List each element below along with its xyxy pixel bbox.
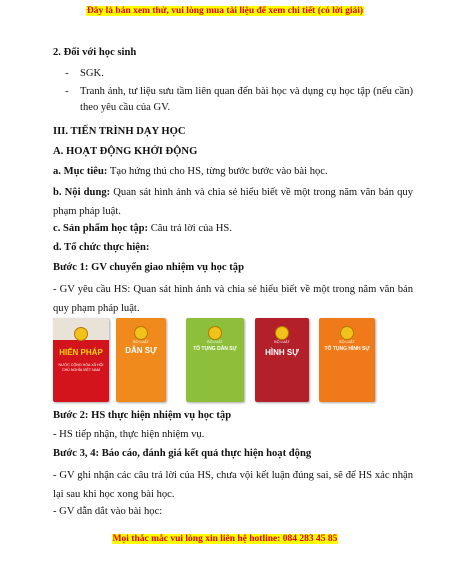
- goal-line: [53, 165, 413, 178]
- content-text: Quan sát hình ảnh và chia sẻ hiểu biết về một trong năm văn bản quy phạm pháp luật.: [53, 187, 414, 217]
- book-subtitle: BỘ LUẬT: [339, 340, 355, 344]
- product-label: c. Sản phẩm học tập:: [53, 223, 149, 234]
- book-title: DÂN SỰ: [125, 346, 157, 355]
- book-title: TỐ TỤNG HÌNH SỰ: [324, 346, 370, 352]
- emblem-icon: [134, 326, 148, 340]
- section-students-heading: 2. Đối với học sinh: [53, 47, 137, 58]
- book-hinh-su: [255, 318, 309, 402]
- emblem-icon: [275, 326, 289, 340]
- goal-label: a. Mục tiêu:: [53, 166, 108, 177]
- students-item-1: SGK.: [80, 68, 104, 79]
- book-subtitle: BỘ LUẬT: [274, 340, 290, 344]
- product-line: [53, 222, 413, 235]
- banner-top: Đây là bản xem thử, vui lòng mua tài liệu để xem chi tiết (có lời giải): [86, 6, 364, 16]
- students-item-2: Tranh ảnh, tư liệu sưu tầm liên quan đến bài học và dụng cụ học tập (nếu cần) theo yêu cầu của GV.: [80, 86, 413, 113]
- book-hien-phap: [53, 318, 109, 402]
- emblem-icon: [340, 326, 354, 340]
- book-title: HIẾN PHÁP: [59, 348, 103, 357]
- emblem-icon: [208, 326, 222, 340]
- book-subtitle: BỘ LUẬT: [207, 340, 223, 344]
- step34-text: - GV ghi nhận các câu trả lời của HS, chưa vội kết luận đúng sai, sẽ để HS xác nhận lại sau khi học xong bài học.: [53, 470, 413, 500]
- step2-heading: Bước 2: HS thực hiện nhiệm vụ học tập: [53, 410, 232, 421]
- book-subtitle: NƯỚC CỘNG HÒA XÃ HỘI CHỦ NGHĨA VIỆT NAM: [58, 363, 104, 372]
- content-label: b. Nội dung:: [53, 187, 111, 198]
- bullet-dash: -: [65, 68, 69, 79]
- book-title: TỐ TỤNG DÂN SỰ: [193, 346, 237, 352]
- book-to-tung-hinh-su: [319, 318, 375, 402]
- section-process-heading: III. TIẾN TRÌNH DẠY HỌC: [53, 126, 186, 137]
- bullet-dash: -: [65, 86, 69, 97]
- step1-text: - GV yêu cầu HS: Quan sát hình ảnh và chia sẻ hiểu biết về một trong năm văn bản quy phạm pháp luật.: [53, 284, 413, 314]
- banner-bottom: Mọi thắc mắc vui lòng xin liên hệ hotline: 084 283 45 85: [112, 534, 338, 544]
- product-text: Câu trả lời của HS.: [148, 223, 232, 234]
- step1-heading: Bước 1: GV chuyển giao nhiệm vụ học tập: [53, 262, 244, 273]
- book-title: HÌNH SỰ: [265, 348, 299, 357]
- book-dan-su: [116, 318, 166, 402]
- book-subtitle: BỘ LUẬT: [133, 340, 149, 344]
- organize-heading: d. Tổ chức thực hiện:: [53, 242, 150, 253]
- goal-text: Tạo hứng thú cho HS, từng bước bước vào bài học.: [107, 166, 328, 177]
- lead-text: - GV dẫn dắt vào bài học:: [53, 506, 163, 517]
- step34-heading: Bước 3, 4: Báo cáo, đánh giá kết quả thực hiện hoạt động: [53, 448, 312, 459]
- book-to-tung-dan-su: [186, 318, 244, 402]
- content-line: [53, 183, 413, 221]
- emblem-icon: [74, 327, 88, 341]
- activity-title: A. HOẠT ĐỘNG KHỞI ĐỘNG: [53, 146, 198, 157]
- step2-text: - HS tiếp nhận, thực hiện nhiệm vụ.: [53, 429, 205, 440]
